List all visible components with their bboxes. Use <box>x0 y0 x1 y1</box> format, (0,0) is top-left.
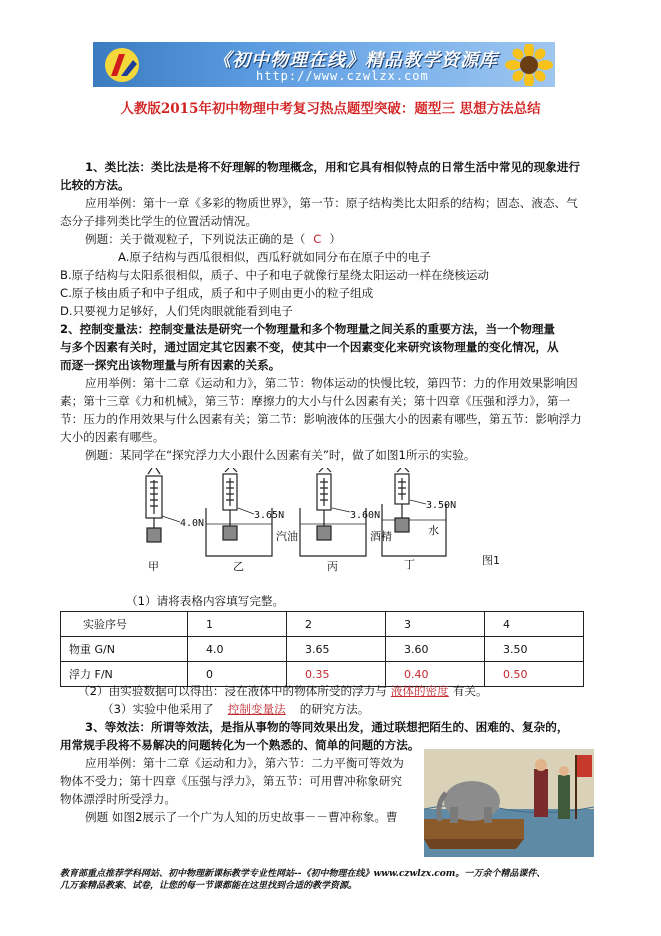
s1-option-c: C.原子核由质子和中子组成，质子和中子则由更小的粒子组成 <box>60 286 374 300</box>
s2-question-1: （1）请将表格内容填写完整。 <box>126 594 285 608</box>
footer-line1: 教育部重点推荐学科网站、初中物理新课标教学专业性网站--《初中物理在线》www.czwlzx.com。一万余个精品课件、 <box>60 869 546 879</box>
table-row <box>61 637 584 662</box>
setup-label-1: 甲 <box>148 560 159 573</box>
s3-app-line2: 物体不受力；第十四章《压强与浮力》，第五节：可用曹冲称象研究 <box>60 774 403 788</box>
document-title: 人教版2015年初中物理中考复习热点题型突破：题型三 思想方法总结 <box>120 101 541 117</box>
s2-heading-line1: 2、控制变量法：控制变量法是研究一个物理量和多个物理量之间关系的重要方法，当一个物理量 <box>60 322 556 336</box>
figure-1-experiment <box>120 468 510 576</box>
site-banner <box>93 42 555 87</box>
s3-example: 例题 如图2展示了一个广为人知的历史故事－－曹冲称象。曹 <box>85 810 398 824</box>
s2-answer-3: 控制变量法 <box>227 702 286 716</box>
s3-heading-line1: 3、等效法：所谓等效法，是指从事物的等同效果出发，通过联想把陌生的、困难的、复杂的， <box>85 720 569 734</box>
table-cell: 3.65 <box>287 637 386 662</box>
footer-line2: 几万套精品教案、试卷，让您的每一节课都能在这里找到合适的教学资源。 <box>60 881 358 891</box>
s2-example-intro: 例题：某同学在“探究浮力大小跟什么因素有关”时，做了如图1所示的实验。 <box>85 448 476 462</box>
s2-heading-line2: 与多个因素有关时，通过固定其它因素不变，使其中一个因素变化来研究该物理量的变化情况，从 <box>60 340 559 354</box>
table-cell-answer: 0.50 <box>485 662 584 687</box>
table-cell: 0 <box>188 662 287 687</box>
s2-answer-2: 液体的密度 <box>390 684 449 698</box>
setup-label-4: 丁 <box>404 558 415 571</box>
s3-heading-line2: 用常规手段将不易解决的问题转化为一个熟悉的、简单的问题的方法。 <box>60 738 420 752</box>
figure-1-caption: 图1 <box>482 554 500 567</box>
table-cell: 浮力 F/N <box>61 662 188 687</box>
s1-heading-line1: 1、类比法：类比法是将不好理解的物理概念，用和它具有相似特点的日常生活中常见的现象进行 <box>85 160 581 174</box>
s1-app-line2: 态分子排列类比学生的位置活动情况。 <box>60 214 258 228</box>
sunflower-icon <box>505 44 553 86</box>
s2-app-line4: 大小的因素有哪些。 <box>60 430 165 444</box>
s3-app-line3: 物体漂浮时所受浮力。 <box>60 792 176 806</box>
table-cell: 1 <box>188 612 287 637</box>
reading-4: 3.50N <box>426 500 457 511</box>
table-cell: 4.0 <box>188 637 287 662</box>
table-cell: 实验序号 <box>61 612 188 637</box>
s1-option-d: D.只要视力足够好，人们凭肉眼就能看到电子 <box>60 304 293 318</box>
table-cell-answer: 0.35 <box>287 662 386 687</box>
s2-app-line3: 节：压力的作用效果与什么因素有关；第二节：影响液体的压强大小的因素有哪些，第五节：影响浮力 <box>60 412 582 426</box>
banner-url: http://www.czwlzx.com <box>256 69 429 83</box>
liquid-label-4: 水 <box>428 524 439 537</box>
setup-label-2: 乙 <box>233 560 244 573</box>
site-logo-icon <box>103 46 141 84</box>
s1-option-b: B.原子结构与太阳系很相似，质子、中子和电子就像行星绕太阳运动一样在绕核运动 <box>60 268 490 282</box>
s1-option-a: A.原子结构与西瓜很相似，西瓜籽就如同分布在原子中的电子 <box>118 250 431 264</box>
liquid-label-2: 汽油 <box>276 530 298 543</box>
table-cell: 4 <box>485 612 584 637</box>
reading-3: 3.60N <box>350 510 381 521</box>
s2-question-2: （2）由实验数据可以得出：浸在液体中的物体所受的浮力与 液体的密度 有关。 <box>78 684 488 698</box>
s1-heading-line2: 比较的方法。 <box>60 178 130 192</box>
liquid-label-3: 酒精 <box>370 530 392 543</box>
table-cell-answer: 0.40 <box>386 662 485 687</box>
reading-1: 4.0N <box>180 518 205 529</box>
table-cell: 2 <box>287 612 386 637</box>
table-cell: 3 <box>386 612 485 637</box>
cao-chong-elephant-picture <box>424 749 594 857</box>
s3-app-line1: 应用举例：第十二章《运动和力》，第六节：二力平衡可等效为 <box>85 756 404 770</box>
table-cell: 3.50 <box>485 637 584 662</box>
table-cell: 物重 G/N <box>61 637 188 662</box>
banner-title: 《初中物理在线》精品教学资源库 <box>213 50 498 71</box>
experiment-table <box>60 611 584 687</box>
s1-example-answer: C <box>313 232 322 246</box>
table-row <box>61 612 584 637</box>
setup-label-3: 丙 <box>327 560 338 573</box>
s1-example-question: 例题：关于微观粒子，下列说法正确的是（ C ） <box>85 232 342 246</box>
s1-app-line1: 应用举例：第十一章《多彩的物质世界》，第一节：原子结构类比太阳系的结构；固态、液态、气 <box>85 196 578 210</box>
reading-2: 3.65N <box>254 510 285 521</box>
s2-app-line1: 应用举例：第十二章《运动和力》，第二节：物体运动的快慢比较，第四节：力的作用效果影响因 <box>85 376 578 390</box>
s2-question-3: （3）实验中他采用了 控制变量法 的研究方法。 <box>102 702 370 716</box>
s2-heading-line3: 而逐一探究出该物理量与所有因素的关系。 <box>60 358 281 372</box>
page-footer <box>60 868 545 892</box>
table-cell: 3.60 <box>386 637 485 662</box>
s2-app-line2: 素；第十三章《力和机械》，第三节：摩擦力的大小与什么因素有关；第十四章《压强和浮力》，第一 <box>60 394 571 408</box>
